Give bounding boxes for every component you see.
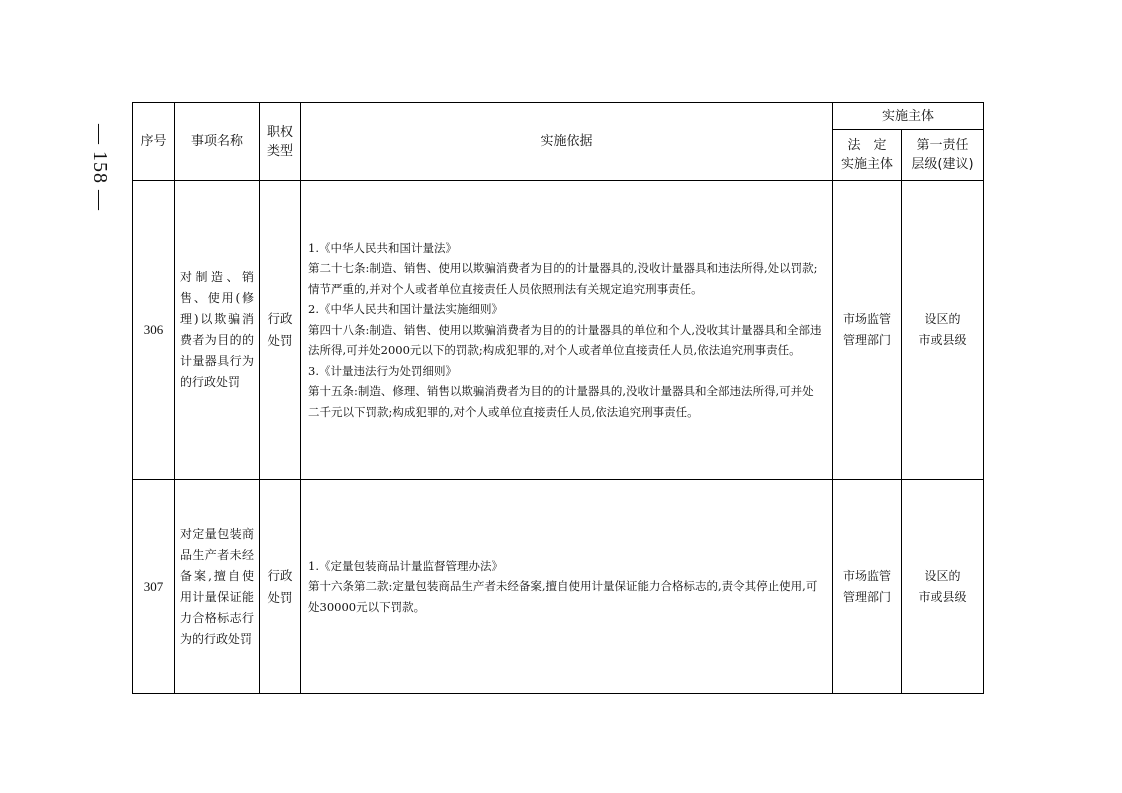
basis-paragraph: 第十五条:制造、修理、销售以欺骗消费者为目的的计量器具的,没收计量器具和全部违法所得,可并处二千元以下罚款;构成犯罪的,对个人或单位直接责任人员,依法追究刑事责任。 xyxy=(308,384,814,419)
row-resp-line1: 设区的 xyxy=(924,568,961,583)
row-item-name: 对制造、销售、使用(修理)以欺骗消费者为目的的计量器具行为的行政处罚 xyxy=(175,181,260,480)
row-type-line2: 处罚 xyxy=(267,333,293,348)
header-legal-line1: 法 定 xyxy=(847,138,887,153)
header-resp-line1: 第一责任 xyxy=(916,138,969,153)
row-type-line2: 处罚 xyxy=(267,589,293,605)
table-row xyxy=(133,480,984,694)
row-legal-basis xyxy=(301,480,833,694)
row-number: 307 xyxy=(133,480,175,694)
basis-paragraph: 1.《中华人民共和国计量法》 xyxy=(308,240,457,255)
row-resp-line2: 市或县级 xyxy=(918,589,967,604)
header-subject-group: 实施主体 xyxy=(833,103,984,130)
row-responsibility-level xyxy=(902,181,984,480)
basis-paragraph: 2.《中华人民共和国计量法实施细则》 xyxy=(308,302,503,317)
table-row xyxy=(133,181,984,480)
row-responsibility-level xyxy=(902,480,984,694)
header-no: 序号 xyxy=(133,103,175,181)
basis-paragraph: 1.《定量包装商品计量监督管理办法》 xyxy=(308,558,503,573)
row-legal-line1: 市场监管 xyxy=(842,568,891,583)
row-authority-type xyxy=(260,480,301,694)
page-number xyxy=(84,112,114,222)
header-resp-line2: 层级(建议) xyxy=(911,157,974,172)
row-legal-subject xyxy=(833,480,902,694)
basis-paragraph: 3.《计量违法行为处罚细则》 xyxy=(308,363,457,378)
row-resp-line1: 设区的 xyxy=(924,312,961,326)
header-basis: 实施依据 xyxy=(301,103,833,181)
row-legal-line1: 市场监管 xyxy=(842,312,891,326)
enforcement-table xyxy=(132,102,984,694)
header-type-line2: 类型 xyxy=(266,143,293,159)
row-number: 306 xyxy=(133,181,175,480)
header-type-line1: 职权 xyxy=(266,124,293,140)
basis-paragraph: 第十六条第二款:定量包装商品生产者未经备案,擅自使用计量保证能力合格标志的,责令其停止使用,可处30000元以下罚款。 xyxy=(308,579,818,614)
row-type-line1: 行政 xyxy=(267,567,293,583)
basis-paragraph: 第四十八条:制造、销售、使用以欺骗消费者为目的的计量器具的单位和个人,没收其计量器具和全部违法所得,可并处2000元以下的罚款;构成犯罪的,对个人或者单位直接责任人员,依法追究刑事责任。 xyxy=(308,322,822,358)
header-name: 事项名称 xyxy=(175,103,260,181)
basis-paragraph: 第二十七条:制造、销售、使用以欺骗消费者为目的的计量器具的,没收计量器具和违法所得,处以罚款;情节严重的,并对个人或者单位直接责任人员依照刑法有关规定追究刑事责任。 xyxy=(308,261,818,296)
page-number-text: — 158 — xyxy=(88,123,111,211)
header-legal-subject xyxy=(833,130,902,181)
header-type xyxy=(260,103,301,181)
row-legal-basis xyxy=(301,181,833,480)
row-legal-line2: 管理部门 xyxy=(842,333,891,347)
row-authority-type xyxy=(260,181,301,480)
row-legal-line2: 管理部门 xyxy=(842,589,891,604)
row-item-name: 对定量包装商品生产者未经备案,擅自使用计量保证能力合格标志行为的行政处罚 xyxy=(175,480,260,694)
row-legal-subject xyxy=(833,181,902,480)
row-resp-line2: 市或县级 xyxy=(918,333,967,347)
header-responsibility-level xyxy=(902,130,984,181)
header-legal-line2: 实施主体 xyxy=(840,157,893,172)
row-type-line1: 行政 xyxy=(267,311,293,326)
